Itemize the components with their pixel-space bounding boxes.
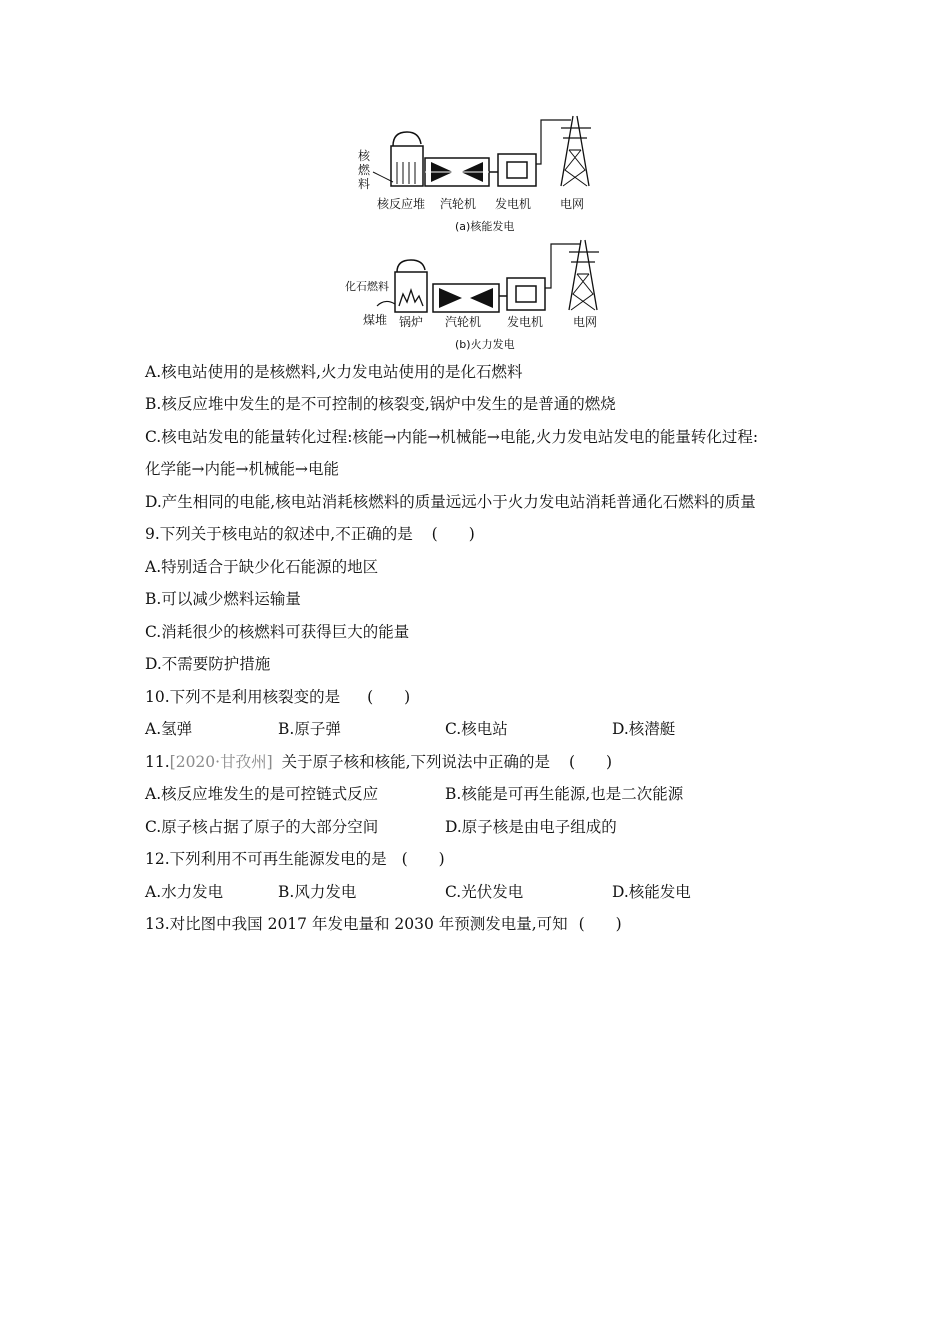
answer-blank: ( ) xyxy=(568,753,613,771)
label-grid: 电网 xyxy=(560,197,585,211)
question-text: 13.对比图中我国 2017 年发电量和 2030 年预测发电量,可知 xyxy=(145,915,568,933)
fuel-label-char: 核 xyxy=(358,149,371,163)
label-reactor: 核反应堆 xyxy=(377,197,426,211)
q9-option-b: B.可以减少燃料运输量 xyxy=(145,590,301,608)
label-generator: 发电机 xyxy=(495,197,532,211)
q11-stem xyxy=(145,752,612,772)
caption-b: (b)火力发电 xyxy=(455,338,515,351)
q12-option-b: B.风力发电 xyxy=(278,883,357,901)
q12-option-d: D.核能发电 xyxy=(612,883,691,901)
q12-option-c: C.光伏发电 xyxy=(445,883,524,901)
q10-option-d: D.核潜艇 xyxy=(612,720,676,738)
figure-nuclear-power xyxy=(355,110,615,238)
source-tag: [2020·甘孜州] xyxy=(169,753,273,771)
q11-option-d: D.原子核是由电子组成的 xyxy=(445,818,617,836)
generator-icon xyxy=(499,278,545,310)
q8-option-c: C.核电站发电的能量转化过程:核能→内能→机械能→电能,火力发电站发电的能量转化过程: xyxy=(145,428,759,446)
question-number: 11. xyxy=(145,753,170,771)
q10-option-a: A.氢弹 xyxy=(145,720,193,738)
q10-option-c: C.核电站 xyxy=(445,720,508,738)
q11-option-b: B.核能是可再生能源,也是二次能源 xyxy=(445,785,684,803)
q8-option-a: A.核电站使用的是核燃料,火力发电站使用的是化石燃料 xyxy=(145,363,523,381)
q9-option-a: A.特别适合于缺少化石能源的地区 xyxy=(145,558,379,576)
q8-option-b: B.核反应堆中发生的是不可控制的核裂变,锅炉中发生的是普通的燃烧 xyxy=(145,395,616,413)
label-turbine: 汽轮机 xyxy=(440,197,477,211)
fuel-label-char: 燃 xyxy=(358,163,371,177)
q9-stem xyxy=(145,524,475,544)
answer-blank: ( ) xyxy=(401,850,445,868)
question-text: 关于原子核和核能,下列说法中正确的是 xyxy=(281,753,550,771)
figure-thermal-power xyxy=(345,232,615,356)
label-turbine: 汽轮机 xyxy=(445,315,482,329)
caption-a: (a)核能发电 xyxy=(455,220,515,233)
power-tower-icon xyxy=(569,240,599,310)
reactor-icon xyxy=(391,132,423,186)
generator-icon xyxy=(489,154,536,186)
q12-stem xyxy=(145,849,445,869)
question-text: 12.下列利用不可再生能源发电的是 xyxy=(145,850,387,868)
turbine-icon xyxy=(425,158,489,186)
q10-stem xyxy=(145,687,410,707)
power-tower-icon xyxy=(561,116,591,186)
coal-pile-label: 煤堆 xyxy=(363,313,388,327)
turbine-icon xyxy=(433,284,499,312)
q11-option-c: C.原子核占据了原子的大部分空间 xyxy=(145,818,379,836)
question-text: 9.下列关于核电站的叙述中,不正确的是 xyxy=(145,525,413,543)
q10-option-b: B.原子弹 xyxy=(278,720,341,738)
label-boiler: 锅炉 xyxy=(399,315,424,329)
q9-option-c: C.消耗很少的核燃料可获得巨大的能量 xyxy=(145,623,410,641)
q11-option-a: A.核反应堆发生的是可控链式反应 xyxy=(145,785,379,803)
q9-option-d: D.不需要防护措施 xyxy=(145,655,271,673)
answer-blank: ( ) xyxy=(431,525,475,543)
q8-option-c-cont: 化学能→内能→机械能→电能 xyxy=(145,460,339,478)
fossil-fuel-label: 化石燃料 xyxy=(345,280,389,293)
q12-option-a: A.水力发电 xyxy=(145,883,224,901)
q8-option-d: D.产生相同的电能,核电站消耗核燃料的质量远远小于火力发电站消耗普通化石燃料的质量 xyxy=(145,493,756,511)
label-generator: 发电机 xyxy=(507,315,544,329)
fuel-label-char: 料 xyxy=(358,177,371,191)
answer-blank: ( ) xyxy=(367,688,411,706)
q13-stem xyxy=(145,914,622,934)
answer-blank: ( ) xyxy=(578,915,622,933)
label-grid: 电网 xyxy=(573,315,598,329)
question-text: 10.下列不是利用核裂变的是 xyxy=(145,688,341,706)
